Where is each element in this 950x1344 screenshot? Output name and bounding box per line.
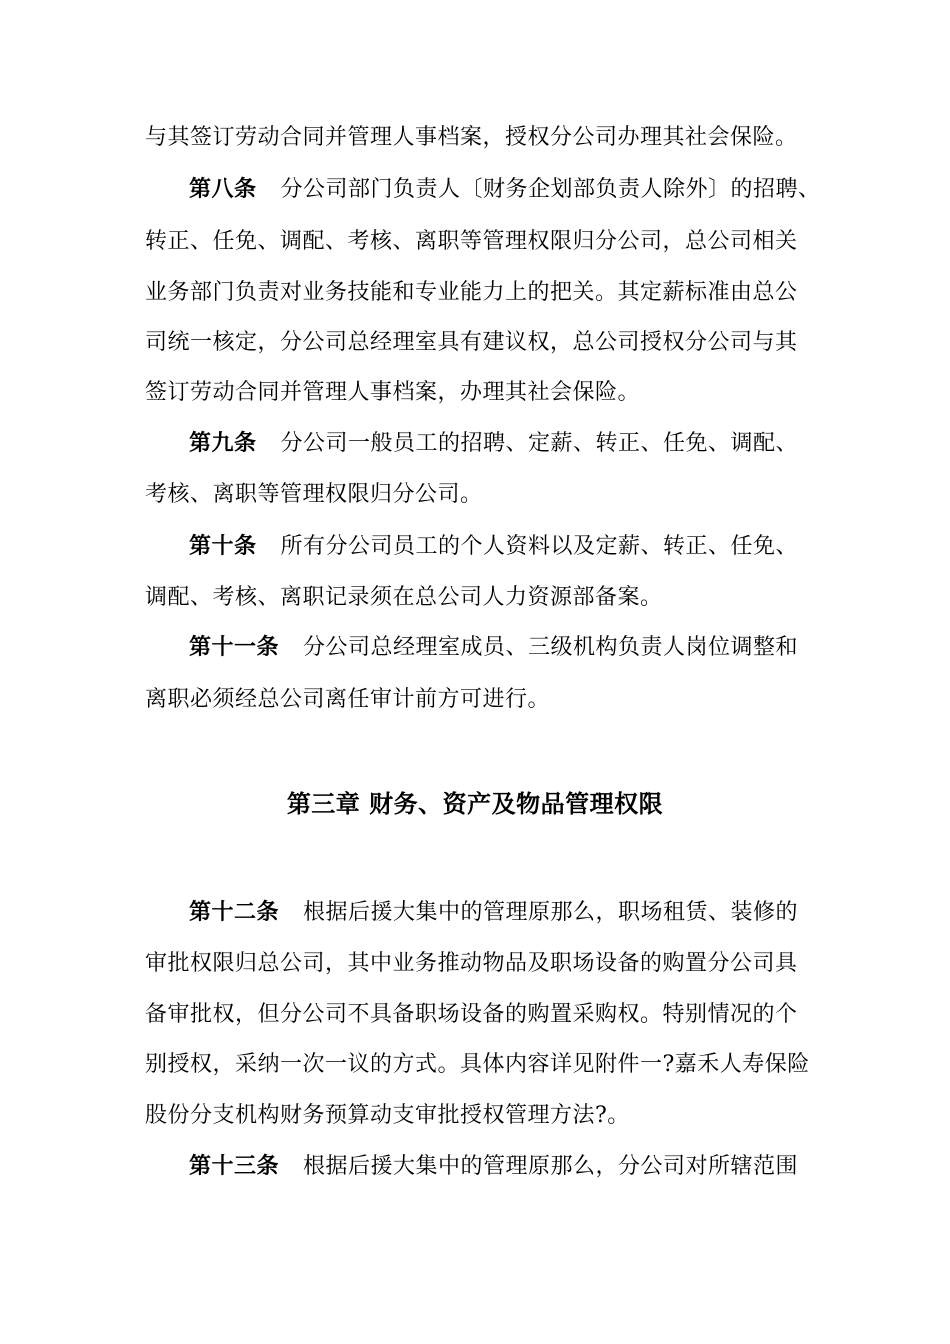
article-text: 所有分公司员工的个人资料以及定薪、转正、任免、: [280, 534, 799, 559]
article-label: 第九条: [189, 431, 257, 456]
article-10-line-1: [189, 527, 798, 567]
article-label: 第十一条: [189, 635, 280, 660]
text-line: 与其签订劳动合同并管理人事档案，授权分公司办理其社会保险。: [145, 125, 798, 150]
article-12-line-1: [189, 893, 798, 933]
text-line: 调配、考核、离职记录须在总公司人力资源部备案。: [145, 585, 663, 610]
article-text: 分公司一般员工的招聘、定薪、转正、任免、调配、: [280, 431, 799, 456]
article-9-line-1: [189, 424, 798, 464]
article-13-line-1: [189, 1147, 798, 1187]
article-text: 根据后援大集中的管理原那么，分公司对所辖范围: [303, 1154, 799, 1179]
chapter-heading: 第三章 财务、资产及物品管理权限: [286, 790, 664, 818]
article-text: 分公司部门负责人〔财务企划部负责人除外〕的招聘、: [280, 177, 821, 202]
article-label: 第十二条: [189, 900, 280, 925]
article-text: 根据后援大集中的管理原那么，职场租赁、装修的: [303, 900, 799, 925]
article-label: 第八条: [189, 177, 257, 202]
article-8-line-1: [189, 170, 821, 210]
text-line: 离职必须经总公司离任审计前方可进行。: [145, 687, 551, 712]
article-label: 第十三条: [189, 1154, 280, 1179]
article-11-line-1: [189, 628, 798, 668]
text-line: 签订劳动合同并管理人事档案，办理其社会保险。: [145, 380, 641, 405]
text-line: 考核、离职等管理权限归分公司。: [145, 482, 483, 507]
text-line: 司统一核定，分公司总经理室具有建议权，总公司授权分公司与其: [145, 330, 798, 355]
text-line: 审批权限归总公司，其中业务推动物品及职场设备的购置分公司具: [145, 951, 798, 976]
text-line: 别授权，采纳一次一议的方式。具体内容详见附件一?嘉禾人寿保险: [145, 1052, 810, 1077]
text-line: 备审批权，但分公司不具备职场设备的购置采购权。特别情况的个: [145, 1002, 798, 1027]
article-label: 第十条: [189, 534, 257, 559]
text-line: 业务部门负责对业务技能和专业能力上的把关。其定薪标准由总公: [145, 280, 798, 305]
text-line: 股份分支机构财务预算动支审批授权管理方法?。: [145, 1103, 630, 1128]
article-text: 分公司总经理室成员、三级机构负责人岗位调整和: [303, 635, 799, 660]
text-line: 转正、任免、调配、考核、离职等管理权限归分公司，总公司相关: [145, 229, 798, 254]
